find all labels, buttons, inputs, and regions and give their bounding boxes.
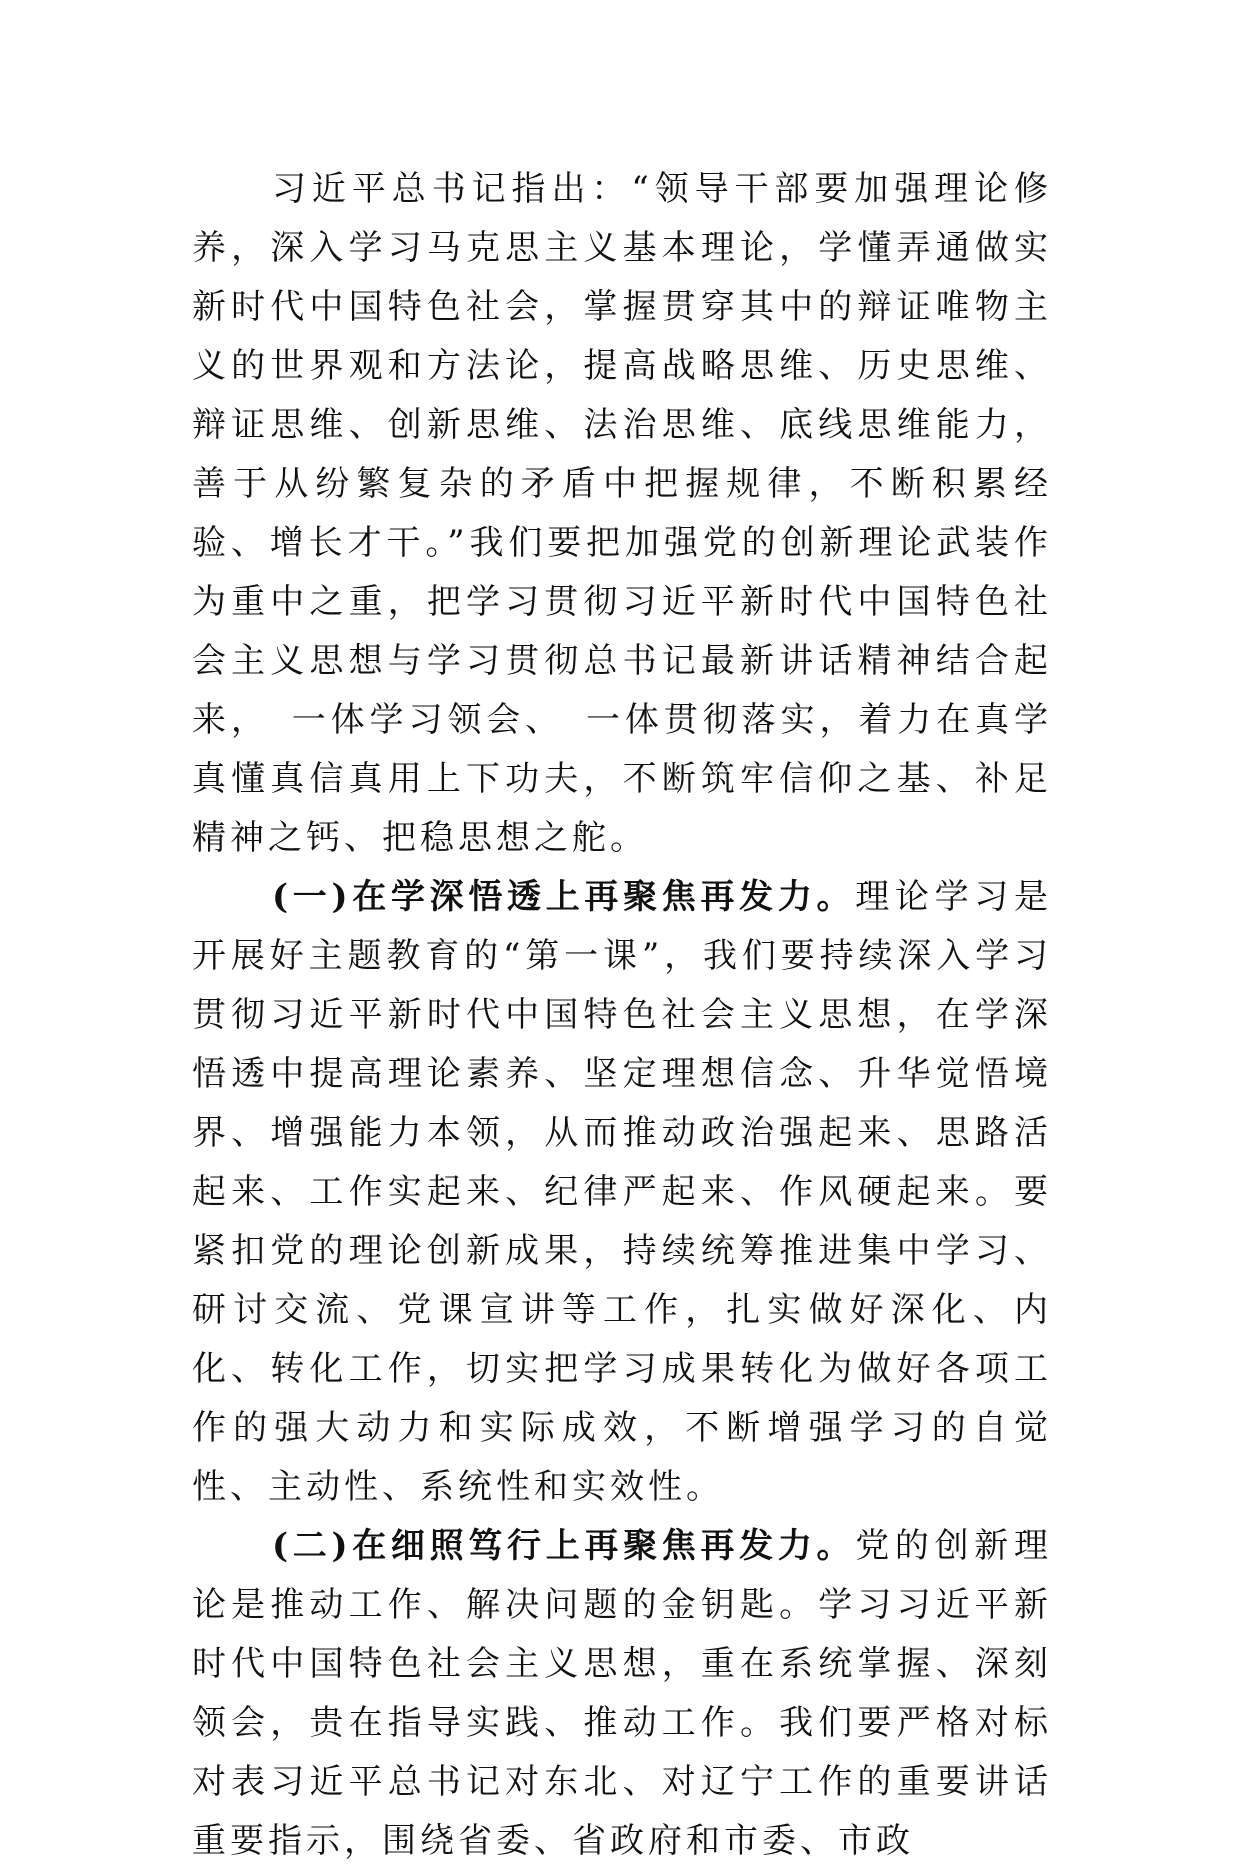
paragraph-1 <box>192 160 1052 868</box>
section-heading-2: (二)在细照笃行上再聚焦再发力。 <box>272 1526 856 1566</box>
section-heading-1: (一)在学深悟透上再聚焦再发力。 <box>272 877 856 917</box>
paragraph-1-text: 习近平总书记指出：“领导干部要加强理论修养，深入学习马克思主义基本理论，学懂弄通做实新时代中国特色社会，掌握贯穿其中的辩证唯物主义的世界观和方法论，提高战略思维、历史思维、辩证思维、创新思维、法治思维、底线思维能力，善于从纷繁复杂的矛盾中把握规律，不断积累经验、增长才干。”我们要把加强党的创新理论武装作为重中之重，把学习贯彻习近平新时代中国特色社会主义思想与学习贯彻总书记最新讲话精神结合起来， 一体学习领会、 一体贯彻落实，着力在真学真懂真信真用上下功夫，不断筑牢信仰之基、补足精神之钙、把稳思想之舵。 <box>192 169 1052 858</box>
paragraph-2 <box>192 868 1052 1517</box>
paragraph-3 <box>192 1517 1052 1871</box>
paragraph-3-text: 党的创新理论是推动工作、解决问题的金钥匙。学习习近平新时代中国特色社会主义思想，重在系统掌握、深刻领会，贵在指导实践、推动工作。我们要严格对标对表习近平总书记对东北、对辽宁工作的重要讲话重要指示，围绕省委、省政府和市委、市政 <box>192 1526 1052 1861</box>
paragraph-2-text: 理论学习是开展好主题教育的“第一课”，我们要持续深入学习贯彻习近平新时代中国特色社会主义思想，在学深悟透中提高理论素养、坚定理想信念、升华觉悟境界、增强能力本领，从而推动政治强起来、思路活起来、工作实起来、纪律严起来、作风硬起来。要紧扣党的理论创新成果，持续统筹推进集中学习、研讨交流、党课宣讲等工作，扎实做好深化、内化、转化工作，切实把学习成果转化为做好各项工作的强大动力和实际成效，不断增强学习的自觉性、主动性、系统性和实效性。 <box>192 877 1052 1507</box>
document-body <box>192 160 1052 1871</box>
